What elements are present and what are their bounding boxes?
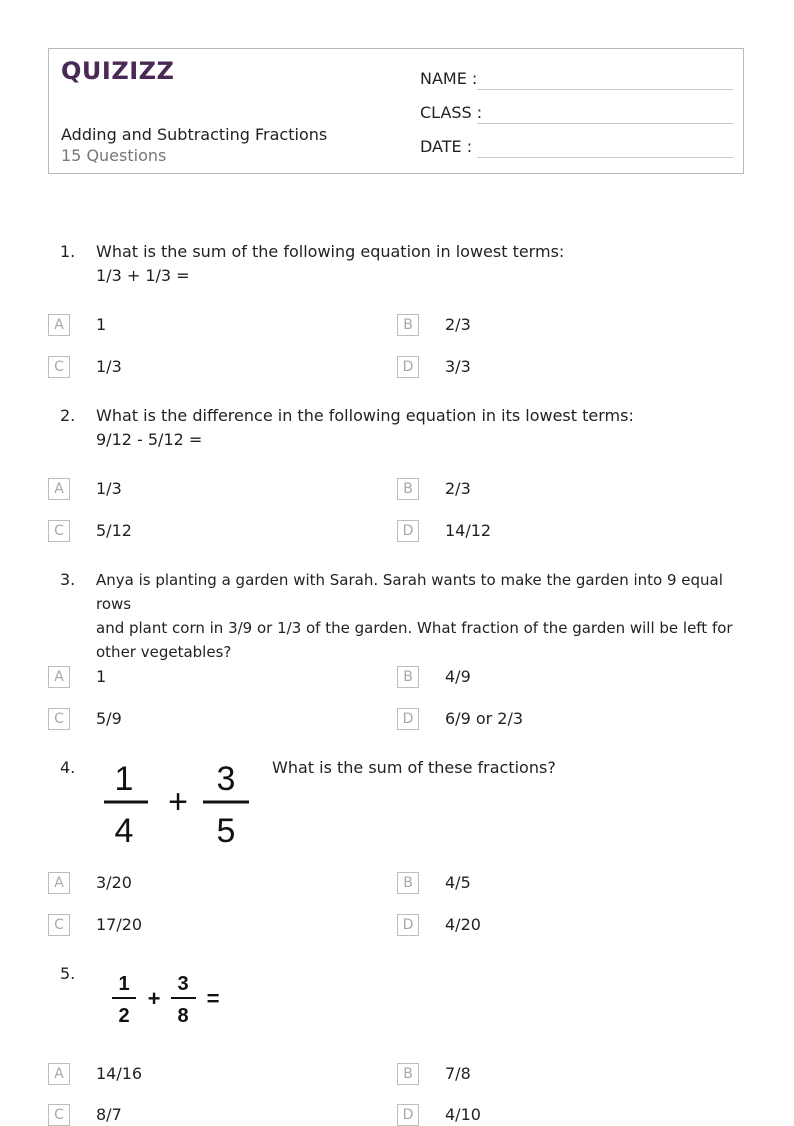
- option-c-box[interactable]: C: [48, 708, 70, 730]
- option-a-box[interactable]: A: [48, 478, 70, 500]
- option-a-text: 1/3: [96, 479, 122, 498]
- numerator-1: 1: [114, 760, 134, 798]
- denominator-2: 5: [216, 812, 236, 848]
- option-b-box[interactable]: B: [397, 314, 419, 336]
- option-a-box[interactable]: A: [48, 314, 70, 336]
- option-b-box[interactable]: B: [397, 666, 419, 688]
- plus-operator: +: [168, 783, 188, 821]
- question-number: 3.: [60, 570, 76, 589]
- question-text: What is the sum of these fractions?: [272, 758, 556, 777]
- worksheet-title: Adding and Subtracting Fractions: [61, 125, 328, 144]
- option-b-box[interactable]: B: [397, 1063, 419, 1085]
- option-b-text: 2/3: [445, 315, 471, 334]
- option-c-text: 1/3: [96, 357, 122, 376]
- question-line: and plant corn in 3/9 or 1/3 of the garden. What fraction of the garden will be left for: [96, 619, 733, 637]
- date-field-line[interactable]: [477, 157, 733, 158]
- option-d-box[interactable]: D: [397, 520, 419, 542]
- question-line: other vegetables?: [96, 643, 232, 661]
- option-c-box[interactable]: C: [48, 520, 70, 542]
- option-d-box[interactable]: D: [397, 356, 419, 378]
- option-a-text: 3/20: [96, 873, 132, 892]
- question-text: [96, 240, 746, 288]
- option-d-box[interactable]: D: [397, 914, 419, 936]
- quizizz-logo: QUIZIZZ: [61, 57, 175, 85]
- option-b-text: 4/5: [445, 873, 471, 892]
- option-d-text: 4/20: [445, 915, 481, 934]
- question-line: 1/3 + 1/3 =: [96, 266, 190, 285]
- option-b-text: 7/8: [445, 1064, 471, 1083]
- name-field-label: NAME :: [420, 69, 478, 88]
- fraction-expression-image: [96, 756, 256, 848]
- option-c-text: 5/9: [96, 709, 122, 728]
- option-c-text: 17/20: [96, 915, 143, 934]
- denominator-1: 4: [114, 812, 134, 848]
- numerator-1: 1: [118, 973, 130, 995]
- option-d-text: 14/12: [445, 521, 492, 540]
- worksheet-header: [48, 48, 744, 174]
- option-a-box[interactable]: A: [48, 1063, 70, 1085]
- option-d-text: 6/9 or 2/3: [445, 709, 524, 728]
- option-b-box[interactable]: B: [397, 478, 419, 500]
- option-c-box[interactable]: C: [48, 356, 70, 378]
- option-c-box[interactable]: C: [48, 914, 70, 936]
- option-d-text: 3/3: [445, 357, 471, 376]
- option-b-box[interactable]: B: [397, 872, 419, 894]
- option-a-box[interactable]: A: [48, 666, 70, 688]
- option-b-text: 4/9: [445, 667, 471, 686]
- question-text: [96, 568, 746, 664]
- question-line: Anya is planting a garden with Sarah. Sarah wants to make the garden into 9 equal rows: [96, 571, 723, 613]
- option-c-text: 5/12: [96, 521, 132, 540]
- class-field-label: CLASS :: [420, 103, 483, 122]
- question-text: [96, 404, 746, 452]
- equals-operator: =: [206, 986, 220, 1011]
- option-d-box[interactable]: D: [397, 1104, 419, 1126]
- question-line: What is the difference in the following equation in its lowest terms:: [96, 406, 634, 425]
- class-field-line[interactable]: [477, 123, 733, 124]
- option-d-text: 4/10: [445, 1105, 481, 1124]
- option-a-box[interactable]: A: [48, 872, 70, 894]
- question-number: 1.: [60, 242, 76, 261]
- question-number: 5.: [60, 964, 76, 983]
- plus-operator: +: [147, 986, 161, 1011]
- option-c-box[interactable]: C: [48, 1104, 70, 1126]
- denominator-1: 2: [118, 1005, 130, 1026]
- option-a-text: 14/16: [96, 1064, 143, 1083]
- name-field-line[interactable]: [477, 89, 733, 90]
- question-count: 15 Questions: [61, 146, 167, 165]
- question-number: 4.: [60, 758, 76, 777]
- question-line: What is the sum of the following equation in lowest terms:: [96, 242, 565, 261]
- option-d-box[interactable]: D: [397, 708, 419, 730]
- option-a-text: 1: [96, 667, 107, 686]
- date-field-label: DATE :: [420, 137, 473, 156]
- numerator-2: 3: [216, 760, 236, 798]
- numerator-2: 3: [177, 973, 189, 995]
- question-number: 2.: [60, 406, 76, 425]
- option-c-text: 8/7: [96, 1105, 122, 1124]
- denominator-2: 8: [177, 1005, 189, 1026]
- fraction-expression-image: [104, 970, 228, 1026]
- question-line: 9/12 - 5/12 =: [96, 430, 203, 449]
- option-b-text: 2/3: [445, 479, 471, 498]
- option-a-text: 1: [96, 315, 107, 334]
